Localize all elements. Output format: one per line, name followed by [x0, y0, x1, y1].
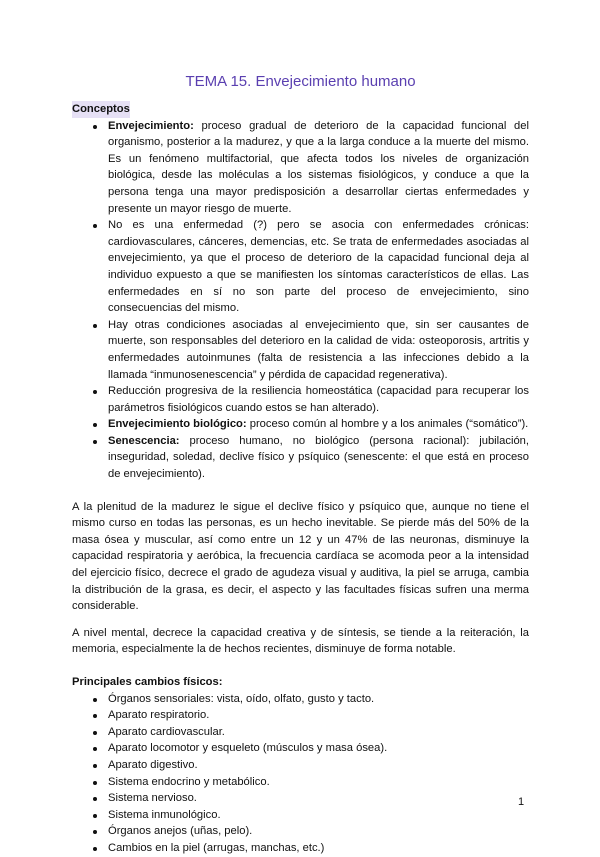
item-text: Reducción progresiva de la resiliencia homeostática (capacidad para recuperar los parámetros fisiológicos cuando estos se han alterado).	[108, 385, 529, 414]
list-item: Aparato digestivo.	[108, 757, 529, 774]
definition: proceso común al hombre y a los animales (“somático”).	[246, 418, 529, 431]
paragraph: A la plenitud de la madurez le sigue el declive físico y psíquico que, aunque no tiene el mismo curso en todas las personas, es un hecho inevitable. Se pierde más del 50% de la masa ósea y muscular, así como entre un 12 y un 47% de las neuronas, disminuye la capacidad respiratoria y aeróbica, la frecuencia cardíaca se acomoda peor a la intensidad del ejercicio físico, decrece el grado de agudeza visual y auditiva, la piel se arruga, cambia la distribución de la grasa, es decir, el aspecto y las facultades físicas sufren una merma considerable.	[72, 500, 529, 613]
list-item: Órganos anejos (uñas, pelo).	[108, 823, 529, 840]
definition: proceso humano, no biológico (persona racional): jubilación, inseguridad, soledad, declive físico y psíquico (senescente: el que está en proceso de envejecimiento).	[108, 434, 529, 481]
section-heading-conceptos: Conceptos	[72, 101, 130, 118]
term: Envejecimiento biológico:	[108, 418, 247, 431]
paragraph: A nivel mental, decrece la capacidad creativa y de síntesis, se tiende a la reiteración, la memoria, especialmente la de hechos recientes, disminuye de forma notable.	[72, 626, 529, 656]
list-item: Sistema nervioso.	[108, 790, 529, 807]
concepts-list	[72, 118, 529, 483]
list-item: Aparato respiratorio.	[108, 707, 529, 724]
list-item: Sistema endocrino y metabólico.	[108, 774, 529, 791]
item-text: No es una enfermedad (?) pero se asocia con enfermedades crónicas: cardiovasculares, cánceres, demencias, etc. Se trata de enfermedades asociadas al envejecimiento, ya que el proceso de deterioro de la capacidad funcional deja al individuo expuesto a que se manifiesten los síntomas característicos de ellas. Las enfermedades en sí no son parte del proceso de envejecimiento, sino consecuencias del mismo.	[108, 219, 529, 315]
changes-list	[72, 691, 529, 857]
list-item: Sistema inmunológico.	[108, 807, 529, 824]
list-item	[108, 317, 529, 383]
list-item	[108, 383, 529, 416]
definition: proceso gradual de deterioro de la capacidad funcional del organismo, posterior a la madurez, y que a la larga conduce a la muerte del mismo. Es un fenómeno multifactorial, que afecta todos los niveles de organización biológica, desde las moléculas a los sistemas fisiológicos, y conduce a que la persona tenga una mayor predisposición a desarrollar ciertas enfermedades y presente un mayor riesgo de muerte.	[108, 119, 529, 215]
list-item: Aparato locomotor y esqueleto (músculos y masa ósea).	[108, 740, 529, 757]
list-item	[108, 217, 529, 317]
list-item: Aparato cardiovascular.	[108, 724, 529, 741]
section-heading-cambios: Principales cambios físicos:	[72, 676, 223, 688]
list-item: Órganos sensoriales: vista, oído, olfato, gusto y tacto.	[108, 691, 529, 708]
list-item: Cambios en la piel (arrugas, manchas, etc.)	[108, 840, 529, 857]
list-item	[108, 416, 529, 433]
page-number: 1	[518, 796, 525, 808]
document-page	[72, 72, 529, 857]
term: Senescencia:	[108, 434, 180, 447]
term: Envejecimiento:	[108, 119, 194, 132]
list-item	[108, 118, 529, 218]
list-item	[108, 433, 529, 483]
item-text: Hay otras condiciones asociadas al envejecimiento que, sin ser causantes de muerte, son responsables del deterioro en la calidad de vida: osteoporosis, artritis y enfermedades autoinmunes (falta de resistencia a las infecciones debido a la llamada “inmunosenescencia” y pérdida de capacidad regenerativa).	[108, 318, 529, 381]
document-title: TEMA 15. Envejecimiento humano	[185, 73, 416, 90]
